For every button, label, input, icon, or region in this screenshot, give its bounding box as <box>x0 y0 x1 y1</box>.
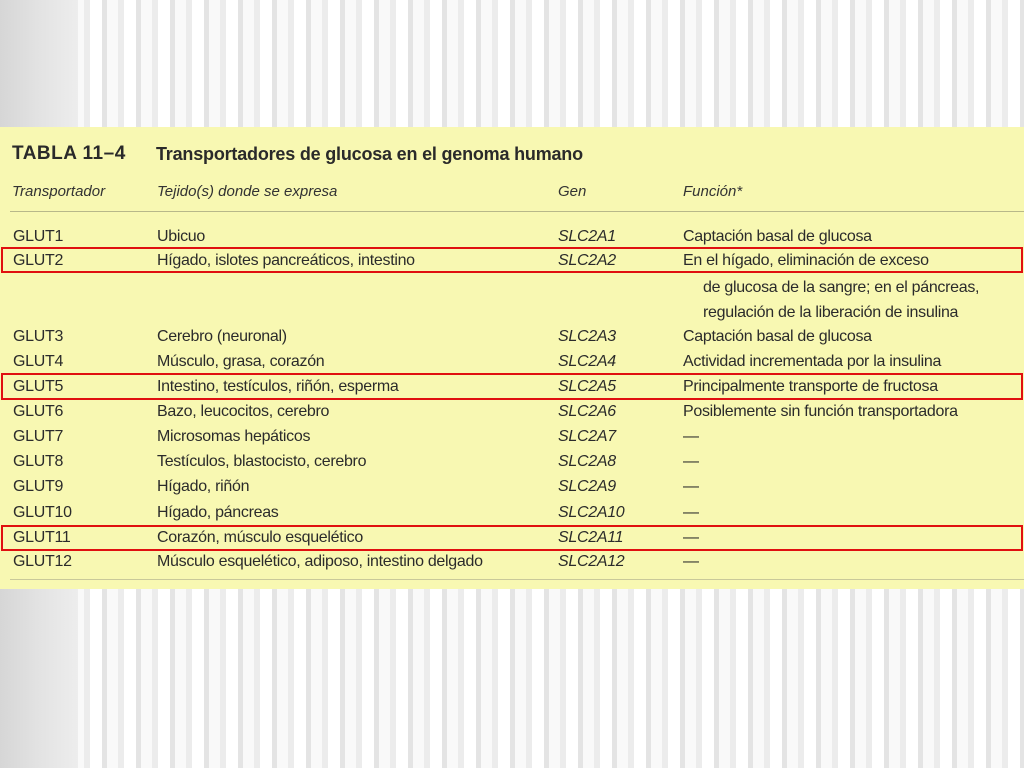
function-cell: Posiblemente sin función transportadora <box>683 403 958 420</box>
function-cell: — <box>683 453 699 470</box>
glucose-transporter-table <box>0 127 1024 589</box>
transporter-cell: GLUT12 <box>13 553 72 570</box>
gene-cell: SLC2A12 <box>558 553 625 570</box>
tissue-cell: Microsomas hepáticos <box>157 428 311 445</box>
function-cell: Actividad incrementada por la insulina <box>683 353 942 370</box>
highlight-box-glut5 <box>1 373 1023 400</box>
transporter-cell: GLUT9 <box>13 478 64 495</box>
function-continuation: regulación de la liberación de insulina <box>703 304 959 321</box>
gene-cell: SLC2A10 <box>558 504 625 521</box>
gene-cell: SLC2A5 <box>558 378 616 395</box>
table-number: TABLA 11–4 <box>12 143 126 164</box>
tissue-cell: Cerebro (neuronal) <box>157 328 287 345</box>
table-row <box>0 426 1024 450</box>
highlight-box-glut2 <box>1 247 1023 273</box>
tissue-cell: Ubicuo <box>157 228 206 245</box>
transporter-cell: GLUT11 <box>13 529 71 546</box>
function-cell: Principalmente transporte de fructosa <box>683 378 938 395</box>
tissue-cell: Testículos, blastocisto, cerebro <box>157 453 367 470</box>
table-bottom-rule <box>10 579 1024 580</box>
gene-cell: SLC2A1 <box>558 228 616 245</box>
tissue-cell: Hígado, islotes pancreáticos, intestino <box>157 252 415 269</box>
transporter-cell: GLUT10 <box>13 504 72 521</box>
table-row <box>0 326 1024 350</box>
header-transporter: Transportador <box>12 183 106 200</box>
table-caption: Transportadores de glucosa en el genoma humano <box>156 144 583 164</box>
table-title <box>12 143 583 167</box>
function-cell: — <box>683 478 699 495</box>
transporter-cell: GLUT7 <box>13 428 64 445</box>
function-cell: — <box>683 553 699 570</box>
gene-cell: SLC2A3 <box>558 328 616 345</box>
gene-cell: SLC2A2 <box>558 252 616 269</box>
header-function: Función* <box>683 183 743 200</box>
function-cell: Captación basal de glucosa <box>683 228 872 245</box>
gene-cell: SLC2A9 <box>558 478 616 495</box>
table-row <box>0 502 1024 526</box>
header-gene: Gen <box>558 183 587 200</box>
table-row <box>0 351 1024 375</box>
header-tissue: Tejido(s) donde se expresa <box>157 183 338 200</box>
function-cell: — <box>683 504 699 521</box>
table-row <box>0 551 1024 575</box>
gene-cell: SLC2A7 <box>558 428 616 445</box>
function-cell: — <box>683 529 699 546</box>
function-continuation: de glucosa de la sangre; en el páncreas, <box>703 279 980 296</box>
tissue-cell: Bazo, leucocitos, cerebro <box>157 403 330 420</box>
table-row <box>0 476 1024 500</box>
highlight-box-glut11 <box>1 525 1023 551</box>
transporter-cell: GLUT4 <box>13 353 64 370</box>
tissue-cell: Hígado, páncreas <box>157 504 279 521</box>
table-row <box>0 401 1024 425</box>
tissue-cell: Músculo, grasa, corazón <box>157 353 325 370</box>
tissue-cell: Intestino, testículos, riñón, esperma <box>157 378 399 395</box>
table-row <box>0 451 1024 475</box>
transporter-cell: GLUT8 <box>13 453 64 470</box>
tissue-cell: Corazón, músculo esquelético <box>157 529 363 546</box>
transporter-cell: GLUT6 <box>13 403 64 420</box>
transporter-cell: GLUT5 <box>13 378 64 395</box>
tissue-cell: Hígado, riñón <box>157 478 250 495</box>
function-cell: Captación basal de glucosa <box>683 328 872 345</box>
header-divider <box>10 211 1024 212</box>
transporter-cell: GLUT3 <box>13 328 64 345</box>
tissue-cell: Músculo esquelético, adiposo, intestino delgado <box>157 553 483 570</box>
gene-cell: SLC2A8 <box>558 453 616 470</box>
transporter-cell: GLUT1 <box>13 228 64 245</box>
gene-cell: SLC2A4 <box>558 353 616 370</box>
function-cell: En el hígado, eliminación de exceso <box>683 252 929 269</box>
gene-cell: SLC2A11 <box>558 529 624 546</box>
function-cell: — <box>683 428 699 445</box>
gene-cell: SLC2A6 <box>558 403 616 420</box>
transporter-cell: GLUT2 <box>13 252 64 269</box>
